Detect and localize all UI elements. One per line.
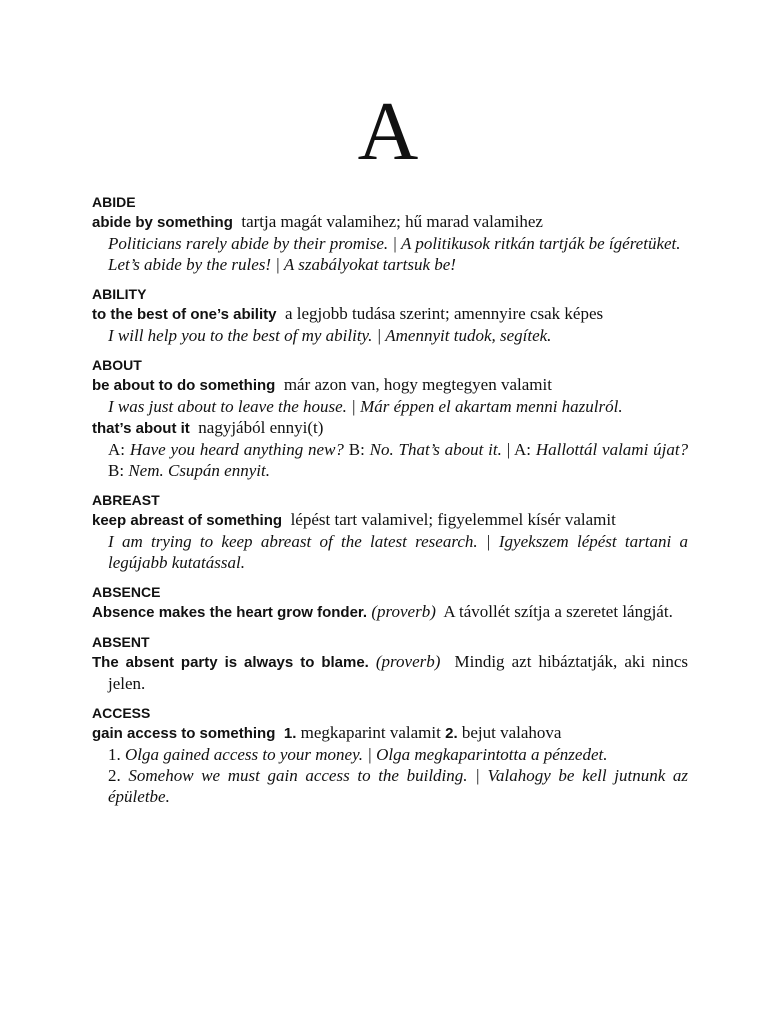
example <box>92 254 688 275</box>
example-number: 2. <box>108 766 121 785</box>
phrase: to the best of one’s ability <box>92 306 277 323</box>
sense-number: 2. <box>445 725 458 742</box>
dictionary-page <box>92 85 689 807</box>
speaker-label: B: <box>108 461 125 480</box>
usage-note: (proverb) <box>371 602 436 621</box>
entry-heading-abreast: ABREAST <box>92 492 160 508</box>
phrase: gain access to something <box>92 725 276 742</box>
definition: megkaparint valamit <box>300 723 441 742</box>
phrase: abide by something <box>92 214 233 231</box>
definition: lépést tart valamivel; figyelemmel kísér valamit <box>290 510 616 529</box>
example-text: I was just about to leave the house. | Már éppen el akartam menni hazulról. <box>108 397 623 416</box>
example <box>92 531 688 573</box>
example-text: Politicians rarely abide by their promise. | A politikusok ritkán tartják be ígéretüket. <box>108 234 681 253</box>
entry-abreast <box>92 509 688 531</box>
phrase: The absent party is always to blame. <box>92 654 369 671</box>
separator: | <box>506 440 511 459</box>
example-text: Olga gained access to your money. | Olga megkaparintotta a pénzedet. <box>125 745 608 764</box>
entry-about-1 <box>92 374 688 396</box>
speaker-label: B: <box>348 440 365 459</box>
example-text: I will help you to the best of my ability. | Amennyit tudok, segítek. <box>108 326 552 345</box>
example-text: I am trying to keep abreast of the latest research. | Igyekszem lépést tartani a legújabb kutatással. <box>108 532 688 572</box>
example-text: Let’s abide by the rules! | A szabályokat tartsuk be! <box>108 255 456 274</box>
speaker-label: A: <box>514 440 531 459</box>
example <box>92 396 688 417</box>
entry-heading-absent: ABSENT <box>92 634 150 650</box>
phrase: be about to do something <box>92 377 276 394</box>
sense-number: 1. <box>283 725 297 742</box>
speaker-label: A: <box>108 440 125 459</box>
entry-heading-access: ACCESS <box>92 705 151 721</box>
definition: a legjobb tudása szerint; amennyire csak képes <box>284 304 604 323</box>
example-number: 1. <box>108 745 121 764</box>
entry-heading-about: ABOUT <box>92 357 142 373</box>
entry-about-2 <box>92 417 688 439</box>
example <box>92 439 688 481</box>
example-text: No. That’s about it. <box>369 440 502 459</box>
entry-access <box>92 722 688 744</box>
entry-heading-absence: ABSENCE <box>92 584 161 600</box>
example <box>92 325 688 346</box>
example-text: Hallottál valami újat? <box>535 440 689 459</box>
section-letter: A <box>357 85 419 178</box>
phrase: Absence makes the heart grow fonder. <box>92 604 368 621</box>
example-text: Have you heard anything new? <box>129 440 344 459</box>
example <box>92 744 688 765</box>
example-text: Somehow we must gain access to the building. | Valahogy be kell jutnunk az épületbe. <box>108 766 688 806</box>
definition: tartja magát valamihez; hű marad valamihez <box>241 212 543 231</box>
entry-heading-abide: ABIDE <box>92 194 136 210</box>
usage-note: (proverb) <box>375 652 441 671</box>
example <box>92 233 688 254</box>
example-text: Nem. Csupán ennyit. <box>128 461 270 480</box>
phrase: that’s about it <box>92 420 190 437</box>
entry-abide <box>92 211 688 233</box>
phrase: keep abreast of something <box>92 512 283 529</box>
entry-ability <box>92 303 688 325</box>
definition: Mindig azt hibáztatják, aki nincs jelen. <box>108 652 689 693</box>
definition: már azon van, hogy megtegyen valamit <box>283 375 552 394</box>
entry-absence <box>92 601 688 623</box>
definition: nagyjából ennyi(t) <box>198 418 324 437</box>
definition: A távollét szítja a szeretet lángját. <box>443 602 673 621</box>
definition: bejut valahova <box>461 723 562 742</box>
example <box>92 765 688 807</box>
entry-heading-ability: ABILITY <box>92 286 147 302</box>
entry-absent <box>92 651 688 694</box>
